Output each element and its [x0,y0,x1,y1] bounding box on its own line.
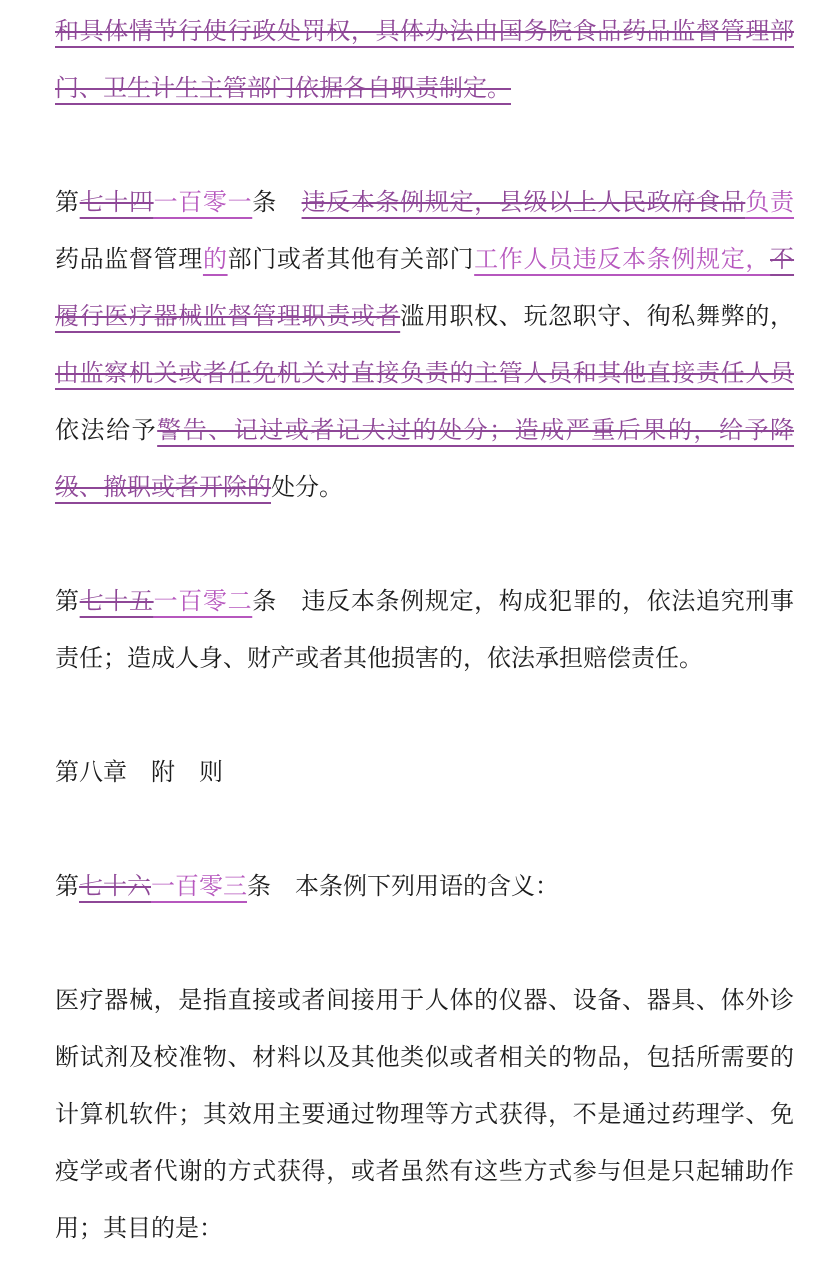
inserted-text-run: 的 [202,247,228,273]
deleted-text-run: 七十六 [79,874,151,900]
deleted-text-run: 由监察机关或者任免机关对直接负责的主管人员和其他直接责任人员 [55,361,794,387]
text-run: 条 本条例下列用语的含义： [247,874,559,900]
paragraph-chapter-8-heading [55,745,794,802]
document-content [55,4,794,1258]
deleted-text-run: 警告、记过或者记大过的处分；造成严重后果的，给予降级、撤职或者开除的 [55,418,795,501]
text-run: 药品监督管理 [55,247,203,273]
text-run: 医疗器械，是指直接或者间接用于人体的仪器、设备、器具、体外诊断试剂及校准物、材料以及其他类似或者相关的物品，包括所需要的计算机软件；其效用主要通过物理等方式获得，不是通过药理学、免疫学或者代谢的方式获得，或者虽然有这些方式参与但是只起辅助作用；其目的是： [55,988,794,1242]
text-run: 第 [55,190,80,216]
text-run: 第 [55,874,79,900]
inserted-text-run: 工作人员违反本条例规定， [474,247,771,273]
inserted-text-run: 一百零三 [151,874,247,900]
text-run: 滥用职权、玩忽职守、徇私舞弊的， [400,304,794,330]
deleted-text-run: 七十五 [79,589,154,615]
paragraph-article-102 [55,574,794,688]
paragraph-continuation-deleted [55,4,794,118]
text-run: 处分。 [271,475,343,501]
text-run: 第 [55,589,80,615]
inserted-text-run: 负责 [745,190,795,216]
paragraph-medical-device-definition [55,973,794,1258]
text-run: 条 违反本条例规定，构成犯罪的，依法追究刑事责任；造成人身、财产或者其他损害的，依法承担赔偿责任。 [55,589,795,672]
inserted-text-run: 一百零二 [153,589,253,615]
paragraph-article-101 [55,175,794,517]
paragraph-article-103 [55,859,794,916]
text-run: 部门或者其他有关部门 [227,247,475,273]
deleted-text-run: 和具体情节行使行政处罚权，具体办法由国务院食品药品监督管理部门、卫生计生主管部门依据各自职责制定。 [55,19,794,102]
inserted-text-run: 一百零一 [153,190,253,216]
text-run: 第八章 附 则 [55,760,223,786]
deleted-text-run: 七十四 [79,190,154,216]
deleted-text-run: 违反本条例规定，县级以上人民政府食品 [301,190,746,216]
text-run: 条 [252,190,302,216]
text-run: 依法给予 [55,418,158,444]
deleted-text-run: 不履行医疗器械监督管理职责或者 [55,247,795,330]
